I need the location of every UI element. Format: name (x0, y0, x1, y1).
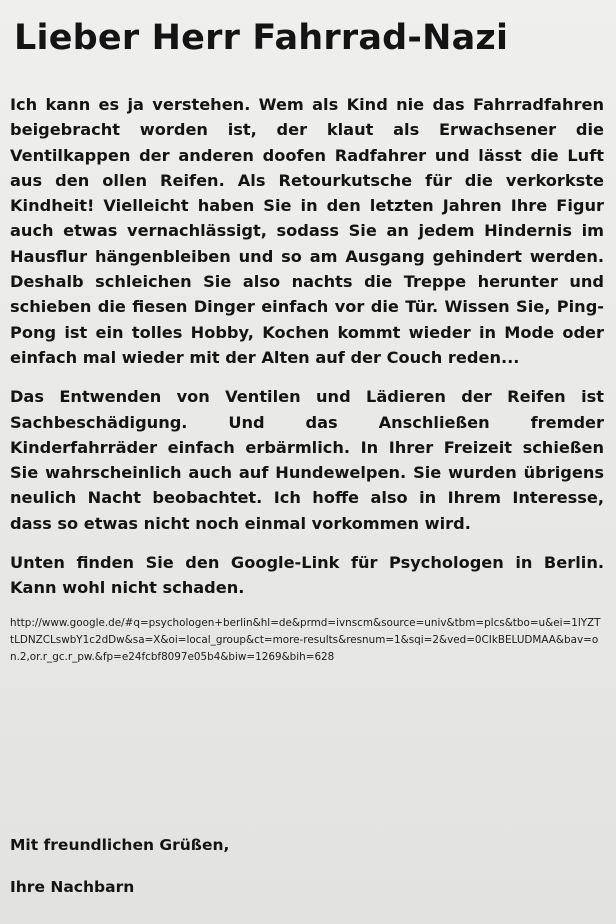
paragraph-1: Ich kann es ja verstehen. Wem als Kind nie das Fahrradfahren beigebracht worden ist, der klaut als Erwachsener die Ventilkappen der anderen doofen Radfahrer und lässt die Luft aus den ollen Reifen. Als Retourkutsche für die verkorkste Kindheit! Vielleicht haben Sie in den letzten Jahren Ihre Figur auch etwas vernachlässigt, sodass Sie an jedem Hindernis im Hausflur hängenbleiben und so am Ausgang gehindert werden. Deshalb schleichen Sie also nachts die Treppe herunter und schieben die fiesen Dinger einfach vor die Tür. Wissen Sie, Ping-Pong ist ein tolles Hobby, Kochen kommt wieder in Mode oder einfach mal wieder mit der Alten auf der Couch reden... (10, 95, 604, 367)
signature: Ihre Nachbarn (10, 878, 135, 896)
letter-title: Lieber Herr Fahrrad-Nazi (14, 18, 509, 58)
google-link: http://www.google.de/#q=psychologen+berlin&hl=de&prmd=ivnscm&source=univ&tbm=plcs&tbo=u&ei=1lYZTtLDNZCLswbY1c2dDw&sa=X&oi=local_group&ct=more-results&resnum=1&sqi=2&ved=0CIkBELUDMAA&bav=on.2,or.r_gc.r_pw.&fp=e24fcbf8097e05b4&biw=1269&bih=628 (10, 616, 601, 663)
paragraph-2: Das Entwenden von Ventilen und Lädieren der Reifen ist Sachbeschädigung. Und das Anschließen fremder Kinderfahrräder einfach erbärmlich. In Ihrer Freizeit schießen Sie wahrscheinlich auch auf Hundewelpen. Sie wurden übrigens neulich Nacht beobachtet. Ich hoffe also in Ihrem Interesse, dass so etwas nicht noch einmal vorkommen wird. (10, 387, 604, 533)
closing-line: Mit freundlichen Grüßen, (10, 836, 230, 854)
paragraph-3: Unten finden Sie den Google-Link für Psychologen in Berlin. Kann wohl nicht schaden. (10, 553, 604, 598)
